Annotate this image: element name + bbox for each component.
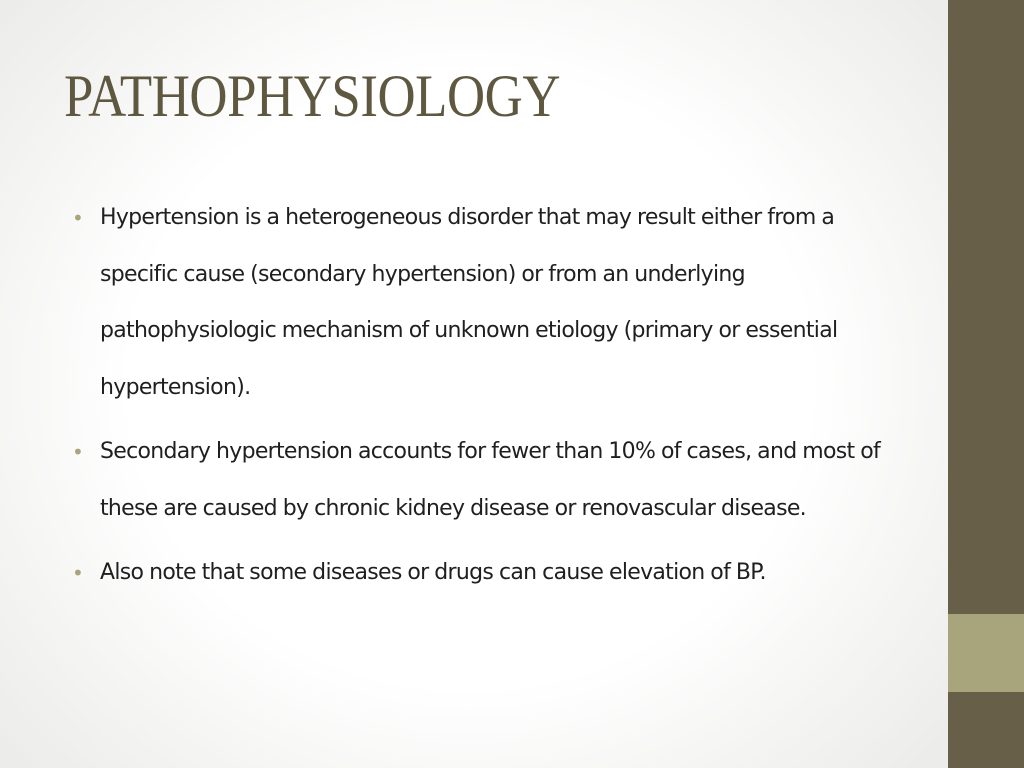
bullet-item: [72, 424, 902, 537]
bullet-text: Secondary hypertension accounts for fewer than 10% of cases, and most of these are caused by chronic kidney disease or renovascular disease.: [100, 439, 881, 521]
side-accent-block: [948, 614, 1024, 692]
bullet-text: Hypertension is a heterogeneous disorder that may result either from a specific cause (secondary hypertension) or from an underlying pathophysiologic mechanism of unknown etiology (primary or essential hypertension).: [100, 205, 838, 400]
bullet-item: [72, 545, 902, 602]
bullet-marker-icon: •: [72, 440, 84, 464]
bullet-item: [72, 190, 902, 416]
bullet-list: [72, 190, 902, 610]
bullet-marker-icon: •: [72, 561, 84, 585]
bullet-marker-icon: •: [72, 206, 84, 230]
bullet-text: Also note that some diseases or drugs can cause elevation of BP.: [100, 560, 766, 585]
slide-title: PATHOPHYSIOLOGY: [64, 63, 561, 129]
